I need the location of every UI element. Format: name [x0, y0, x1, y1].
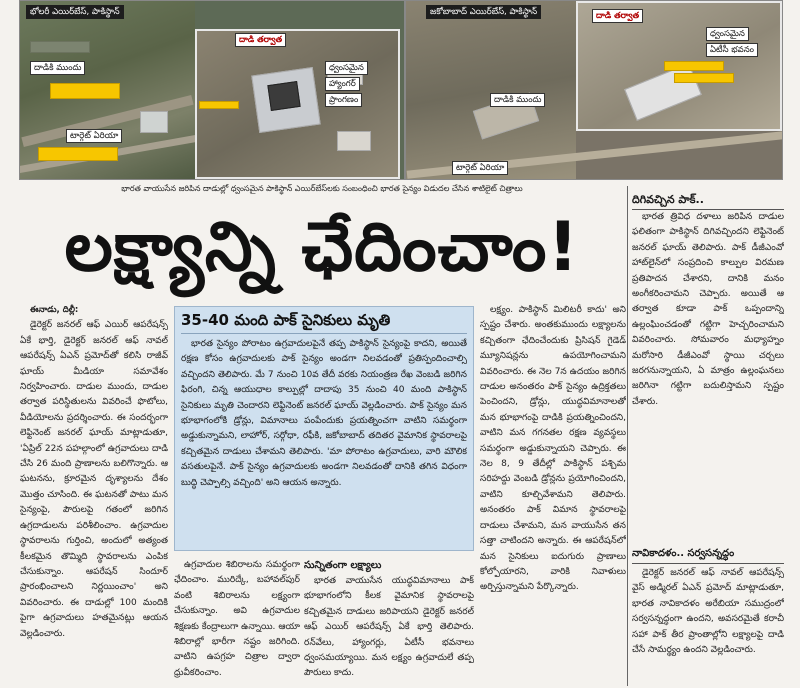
sidebar-text-2: డైరెక్టర్ జనరల్ ఆఫ్ నావల్ ఆపరేషన్స్ వైస్ అడ్మిరల్ ఏఎన్ ప్రమోద్ మాట్లాడుతూ, భారత నావికాదళం అరేబియా సముద్రంలో సర్వసన్నద్ధంగా ఉందని, అవసరమైతే కరాచీ సహా పాక్ తీర ప్రాంతాల్లోని లక్ష్యాలపై దాడి చేసే సామర్థ్యం ఉందని వెల్లడించారు. [632, 568, 784, 656]
photo-title: జకోబాబాద్ ఎయిర్‌బేస్, పాకిస్థాన్ [426, 5, 541, 19]
article-paragraph: లక్ష్యం. పాకిస్థాన్ మిలిటరీ కాదు' అని స్పష్టం చేశారు. అంతకుముందు లక్ష్యాలను కచ్చితంగా ఛేదించేందుకు ప్రిసిషన్ గైడెడ్ మ్యూనిషన్లను ఉపయోగించామని వివరించారు. ఈ నెల 7న ఉదయం జరిగిన దాడుల అనంతరం పాక్ సైన్యం ఉద్రిక్తతలు పెంచిందని, డ్రోన్లు, యుద్ధవిమానాలతో మన భూభాగంపై దాడికి ప్రయత్నించిందని, వాటిని మన గగనతల రక్షణ వ్యవస్థలు సమర్థంగా అడ్డుకున్నాయని చెప్పారు. ఈ నెల 8, 9 తేదీల్లో పాకిస్థాన్ పశ్చిమ సరిహద్దు వెంబడి డ్రోన్లను ప్రయోగించిందని, వాటిని కూల్చివేశామని తెలిపారు. అనంతరం పాక్ విమాన స్థావరాలపై దాడులు చేశామని, మన వాయుసేన తన సత్తా చాటిందని అన్నారు. ఈ ఆపరేషన్‌లో మన సైనికులు ఐదుగురు ప్రాణాలు కోల్పోయారని, వారికి నివాళులు అర్పిస్తున్నామని పేర్కొన్నారు. [480, 305, 626, 593]
highlight-marker [664, 61, 724, 71]
inset-label: ధ్వంసమైన [325, 61, 368, 75]
inset-label: ప్రాంగణం [325, 93, 362, 107]
sidebar-heading: దిగివచ్చిన పాక్.. [632, 190, 784, 210]
highlight-marker [38, 147, 118, 161]
photo-caption: భారత వాయుసేన జరిపిన దాడుల్లో ధ్వంసమైన పాకిస్థాన్ ఎయిర్‌బేస్‌లకు సంబంధించి భారత సైన్యం విడుదల చేసిన శాటిలైట్ చిత్రాలు [121, 184, 523, 193]
inset-label: ధ్వంసమైన [706, 27, 749, 41]
sidebar-subheading: నావికాదళం.. సర్వసన్నద్ధం [632, 544, 784, 564]
article-paragraph: డైరెక్టర్ జనరల్ ఆఫ్ ఎయిర్ ఆపరేషన్స్ ఏకే భార్తి, డైరెక్టర్ జనరల్ ఆఫ్ నావల్ ఆపరేషన్స్ ఏఎన్ ప్రమోద్‌తో కలిసి రాజీవ్ ఘాయ్ మీడియా సమావేశం నిర్వహించారు. దాడుల ముందు, దాడుల తర్వాత పరిస్థితులను వివరించే ఫొటోలు, వీడియోలను ప్రదర్శించారు. ఈ సందర్భంగా లెఫ్టినెంట్ జనరల్ ఘాయ్ మాట్లాడుతూ, 'ఏప్రిల్ 22న పహల్గాంలో ఉగ్రవాదులు దాడి చేసి 26 మంది ప్రాణాలను బలిగొన్నారు. ఆ ఘటనను, క్రూరమైన దృశ్యాలను దేశం మొత్తం చూసింది. ఈ ఘటనతో పాటు మన సైన్యంపై, పౌరులపై గతంలో జరిగిన ఉగ్రదాడులను పరిశీలించాం. ఉగ్రవాదుల స్థావరాలను గుర్తించి, అందులో అత్యంత కీలకమైన తొమ్మిది స్థావరాలను ఎంపిక చేసుకున్నాం. ఆపరేషన్ సిందూర్ ప్రారంభించాలని నిర్ణయించాం' అని వివరించారు. ఈ దాడుల్లో 100 మందికి పైగా ఉగ్రవాదులు హతమైనట్లు ఆయన వెల్లడించారు. [20, 320, 168, 639]
article-column-2 [174, 558, 300, 686]
article-paragraph: ఉగ్రవాదుల శిబిరాలను సమర్థంగా ఛేదించాం. మురిద్కే, బహావల్‌పుర్ వంటి శిబిరాలను లక్ష్యంగా చేసుకున్నాం. అవి ఉగ్రవాదుల శిక్షణకు కేంద్రాలుగా ఉన్నాయి. ఆయా శిబిరాల్లో భారీగా నష్టం జరిగింది. వాటిని ఉపగ్రహ చిత్రాల ద్వారా ధ్రువీకరించాం. [174, 560, 300, 678]
highlight-box [174, 306, 474, 551]
subheading: సున్నితంగా లక్ష్యాలు [304, 560, 382, 571]
inset-label: హ్యాంగర్ [325, 77, 360, 91]
after-inset [195, 29, 400, 179]
after-label: దాడి తర్వాత [235, 33, 286, 47]
headline: లక్ష్యాన్ని ఛేదించాం! [64, 208, 580, 287]
satellite-photo-jacobabad [405, 0, 783, 180]
article-column-1 [20, 303, 168, 685]
dateline: ఈనాడు, దిల్లీ: [30, 305, 79, 315]
column-divider [627, 186, 628, 686]
before-label: దాడికి ముందు [30, 61, 85, 75]
highlight-marker [199, 101, 239, 109]
article-column-4 [480, 303, 626, 685]
target-label: టార్గెట్ ఏరియా [66, 129, 122, 143]
after-label: దాడి తర్వాత [592, 9, 643, 23]
highlight-marker [50, 83, 120, 99]
sidebar-text: భారత త్రివిధ దళాలు జరిపిన దాడుల ఫలితంగా పాకిస్థాన్ దిగివచ్చిందని లెఫ్టినెంట్ జనరల్ ఘాయ్ తెలిపారు. పాక్ డీజీఎంవో హాట్‌లైన్‌లో సంప్రదించి కాల్పుల విరమణ ప్రతిపాదన చేశారని, దానికి మనం అంగీకరించామని చెప్పారు. అయితే ఆ తర్వాత కూడా పాక్ ఒప్పందాన్ని ఉల్లంఘించడంతో గట్టిగా హెచ్చరించామని వివరించారు. సోమవారం మధ్యాహ్నం మరోసారి డీజీఎంవో స్థాయి చర్చలు జరగనున్నాయని, ఏ మాత్రం ఉల్లంఘనలు జరిగినా గట్టిగా బదులిస్తామని స్పష్టం చేశారు. [632, 212, 784, 407]
target-label: టార్గెట్ ఏరియా [452, 161, 508, 175]
highlight-marker [674, 73, 734, 83]
inset-label: ఏటీసీ భవనం [706, 43, 758, 57]
article-column-3 [304, 558, 474, 686]
before-label: దాడికి ముందు [490, 93, 545, 107]
highlight-box-text: భారత సైన్యం పోరాటం ఉగ్రవాదులపైనే తప్ప పాకిస్థాన్ సైన్యంపై కాదని, అయితే రక్షణ కోసం ఉగ్రవాదులకు పాక్ సైన్యం అండగా నిలవడంతో ప్రతిస్పందించాల్సి వచ్చిందని తెలిపారు. మే 7 నుంచి 10వ తేదీ వరకు నియంత్రణ రేఖ వెంబడి జరిగిన ఫిరంగి, చిన్న ఆయుధాల కాల్పుల్లో దాదాపు 35 నుంచి 40 మంది పాకిస్థాన్ సైనికులు మృతి చెందారని లెఫ్టినెంట్ జనరల్ ఘాయ్ వెల్లడించారు. పాక్ సైన్యం మన భూభాగంలోకి డ్రోన్లు, విమానాలు పంపేందుకు ప్రయత్నించగా వాటిని సమర్థంగా అడ్డుకున్నామని, లాహోర్, సర్గోధా, రఫీకి, జకోబాబాద్ తదితర వైమానిక స్థావరాలపై కచ్చితమైన దాడులు చేశామని తెలిపారు. 'మా పోరాటం ఉగ్రవాదులు, వారి మౌలిక వసతులపైనే. పాక్ సైన్యం ఉగ్రవాదులకు అండగా నిలవడంతో దానికి తగిన విధంగా బుద్ధి చెప్పాల్సి వచ్చింది' అని ఆయన అన్నారు. [181, 339, 467, 488]
after-inset [576, 1, 782, 131]
photo-title: భోలరీ ఎయిర్‌బేస్, పాకిస్థాన్ [26, 5, 124, 19]
highlight-box-title: 35-40 మంది పాక్ సైనికులు మృతి [181, 307, 467, 334]
satellite-photo-bholari [19, 0, 405, 180]
article-paragraph: భారత వాయుసేన యుద్ధవిమానాలు పాక్ భూభాగంలోని కీలక వైమానిక స్థావరాలపై కచ్చితమైన దాడులు జరిపాయని డైరెక్టర్ జనరల్ ఆఫ్ ఎయిర్ ఆపరేషన్స్ ఏకే భార్తి తెలిపారు. రన్‌వేలు, హ్యాంగర్లు, ఏటీసీ భవనాలు ధ్వంసమయ్యాయి. మన లక్ష్యం ఉగ్రవాదులే తప్ప పౌరులు కాదు. [304, 576, 474, 679]
